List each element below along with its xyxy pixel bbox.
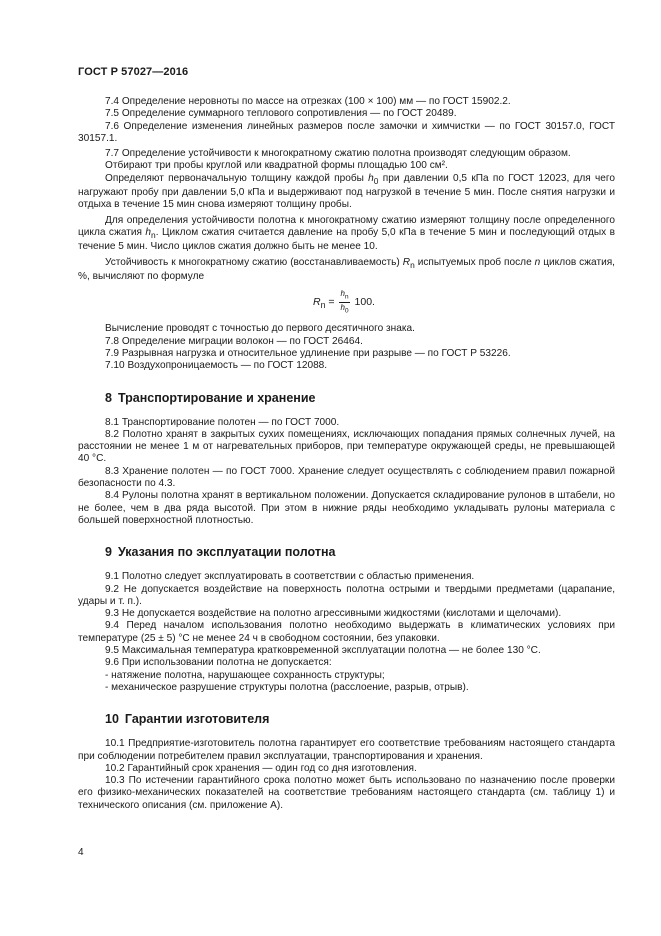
formula-equals: = bbox=[325, 296, 338, 309]
section-9-number: 9 bbox=[105, 545, 112, 560]
section-8-title: Транспортирование и хранение bbox=[117, 390, 316, 405]
document-body bbox=[78, 96, 615, 812]
h0-subscript: 0 bbox=[373, 175, 379, 186]
standard-code-header: ГОСТ Р 57027—2016 bbox=[78, 66, 189, 78]
section-8-number: 8 bbox=[105, 390, 112, 405]
section-9-title: Указания по эксплуатации полотна bbox=[117, 545, 336, 560]
samples-paragraph: Отбирают три пробы круглой или квадратной формы площадью 100 см². bbox=[105, 160, 448, 172]
recovery-formula bbox=[78, 289, 615, 315]
initial-thickness-paragraph bbox=[78, 173, 615, 212]
clause-7-7: 7.7 Определение устойчивости к многократному сжатию полотна производят следующим образом. bbox=[105, 148, 571, 160]
list-item: - механическое разрушение структуры полотна (расслоение, разрыв, отрыв). bbox=[105, 681, 469, 693]
cycle-text-b: . Циклом сжатия считается давление на пробу 5,0 кПа в течение 5 мин и последующий отдых в течение 5 мин. Число циклов сжатия должно быть не менее 10. bbox=[78, 226, 616, 253]
section-8-heading bbox=[78, 391, 615, 405]
recovery-text-a: Устойчивость к многократному сжатию (восстанавливаемость) bbox=[105, 256, 403, 268]
clause-7-8: 7.8 Определение миграции волокон — по ГОСТ 26464. bbox=[105, 335, 363, 347]
clause-8-2: 8.2 Полотно хранят в закрытых сухих помещениях, исключающих попадания прямых солнечных лучей, на расстоянии не менее 1 м от нагревательных приборов, при температуре окружающей среды, не превышающей 40 °С. bbox=[78, 428, 615, 465]
clause-7-6: 7.6 Определение изменения линейных размеров после замочки и химчистки — по ГОСТ 30157.0, ГОСТ 30157.1. bbox=[78, 120, 615, 144]
clause-8-1: 8.1 Транспортирование полотен — по ГОСТ 7000. bbox=[105, 416, 340, 428]
clause-9-6: 9.6 При использовании полотна не допускается: bbox=[105, 657, 332, 669]
section-10-title: Гарантии изготовителя bbox=[124, 712, 270, 727]
list-item: - натяжение полотна, нарушающее сохранность структуры; bbox=[105, 669, 385, 681]
clause-9-1: 9.1 Полотно следует эксплуатировать в соответствии с областью применения. bbox=[105, 571, 475, 583]
h0-variable: h bbox=[368, 172, 374, 184]
recovery-text-c: циклов сжатия, %, вычисляют по формуле bbox=[78, 256, 615, 282]
initial-thickness-text-a: Определяют первоначальную толщину каждой пробы bbox=[105, 172, 369, 184]
n-variable: n bbox=[534, 256, 541, 268]
recovery-paragraph bbox=[78, 257, 615, 284]
formula-lhs-sub: n bbox=[320, 300, 326, 311]
section-10-number: 10 bbox=[105, 712, 119, 727]
numerator-sub: n bbox=[344, 293, 349, 301]
rn-subscript: n bbox=[410, 259, 415, 270]
clause-10-2: 10.2 Гарантийный срок хранения — один год со дня изготовления. bbox=[105, 762, 417, 774]
cycle-text-a: Для определения устойчивости полотна к многократному сжатию измеряют толщину после определенного цикла сжатия bbox=[78, 214, 615, 238]
formula-lhs-var: R bbox=[313, 296, 321, 309]
formula-denominator bbox=[339, 303, 349, 316]
clause-7-5: 7.5 Определение суммарного теплового сопротивления — по ГОСТ 20489. bbox=[105, 108, 457, 120]
hn-variable: h bbox=[145, 226, 152, 238]
clause-8-3: 8.3 Хранение полотен — по ГОСТ 7000. Хранение следует осуществлять с соблюдением правил пожарной безопасности по 4.3. bbox=[78, 465, 615, 490]
section-9-heading bbox=[78, 545, 615, 559]
numerator-var: h bbox=[340, 289, 345, 299]
rn-variable: R bbox=[402, 256, 411, 268]
section-10-heading bbox=[78, 712, 615, 726]
page-number: 4 bbox=[78, 847, 84, 858]
clause-8-4: 8.4 Рулоны полотна хранят в вертикальном положении. Допускается складирование рулонов в штабели, но не более, чем в два ряда высотой. При этом в нижние ряды необходимо укладывать рулоны материала с большей поверхностной плотностью. bbox=[78, 490, 615, 526]
recovery-text-b: испытуемых проб после bbox=[414, 256, 535, 268]
clause-10-3: 10.3 По истечении гарантийного срока полотно может быть использовано по назначению после проверки его физико-механических показателей на соответствие требованиям настоящего стандарта (см. таблицу 1) и технического описания (см. приложение А). bbox=[78, 775, 615, 811]
formula-fraction bbox=[339, 289, 349, 315]
clause-7-9: 7.9 Разрывная нагрузка и относительное удлинение при разрыве — по ГОСТ Р 53226. bbox=[105, 347, 511, 359]
clause-7-4: 7.4 Определение неровноты по массе на отрезках (100 × 100) мм — по ГОСТ 15902.2. bbox=[105, 96, 511, 107]
clause-9-4: 9.4 Перед началом использования полотно необходимо выдержать в климатических условиях при температуре (25 ± 5) °С не менее 24 ч в свободном состоянии, без упаковки. bbox=[78, 620, 615, 644]
clause-9-2: 9.2 Не допускается воздействие на поверхность полотна острыми и твердыми предметами (царапание, удары и т. п.). bbox=[78, 583, 615, 607]
initial-thickness-text-b: при давлении 0,5 кПа по ГОСТ 12023, для чего нагружают пробу при давлении 5,0 кПа и выдерживают под нагрузкой в течение 5 мин. После снятия нагрузки и отдыха в течение 15 мин снова измеряют толщину пробы. bbox=[78, 172, 615, 211]
formula-numerator bbox=[339, 289, 349, 303]
hn-subscript: n bbox=[151, 230, 156, 240]
clause-9-3: 9.3 Не допускается воздействие на полотно агрессивными жидкостями (кислотами и щелочами). bbox=[105, 608, 562, 620]
cycle-paragraph bbox=[78, 215, 615, 254]
calc-precision-paragraph: Вычисление проводят с точностью до первого десятичного знака. bbox=[105, 323, 415, 335]
denominator-var: h bbox=[340, 302, 345, 312]
clause-10-1: 10.1 Предприятие-изготовитель полотна гарантирует его соответствие требованиям настоящего стандарта при соблюдении потребителем правил эксплуатации, транспортирования и хранения. bbox=[78, 738, 615, 762]
clause-7-10: 7.10 Воздухопроницаемость — по ГОСТ 12088. bbox=[105, 360, 328, 372]
clause-9-5: 9.5 Максимальная температура кратковременной эксплуатации полотна — не более 130 °С. bbox=[105, 645, 541, 657]
denominator-sub: 0 bbox=[344, 307, 349, 315]
formula-tail: 100. bbox=[351, 296, 375, 309]
